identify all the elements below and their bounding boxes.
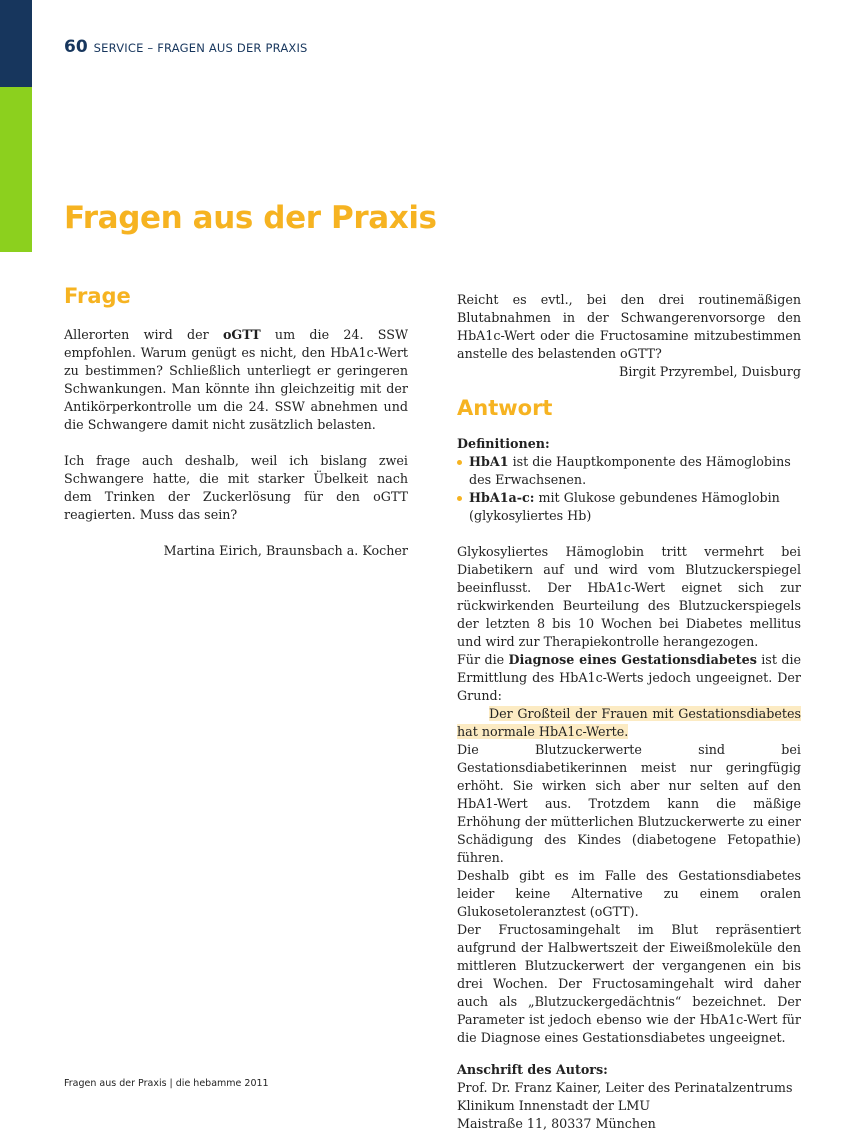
question-paragraph-3: Reicht es evtl., bei den drei routinemäßigen Blutabnahmen in der Schwangerenvorsorge den HbA1c-Wert oder die Fructosamine mitzubestimmen anstelle des belastenden oGTT? (457, 292, 801, 361)
author-address-line: Maistraße 11, 80337 München (457, 1116, 656, 1131)
diagnosis-term: Diagnose eines Gestationsdiabetes (508, 652, 757, 667)
question-signature-2: Birgit Przyrembel, Duisburg (619, 364, 801, 379)
definitions-list (457, 453, 801, 525)
question-paragraph-2: Ich frage auch deshalb, weil ich bislang zwei Schwangere hatte, die mit starker Übelkeit nach dem Trinken der Zuckerlösung für den oGTT reagierten. Muss das sein? (64, 453, 408, 522)
author-address-label: Anschrift des Autors: (457, 1062, 608, 1077)
page-title: Fragen aus der Praxis (64, 200, 437, 236)
bullet-icon (457, 496, 462, 501)
ogtt-term: oGTT (222, 327, 261, 342)
running-header (64, 37, 308, 57)
answer-heading: Antwort (457, 396, 553, 420)
question-paragraph-1: Allerorten wird der oGTT um die 24. SSW empfohlen. Warum genügt es nicht, den HbA1c-Wert zu bestimmen? Schließlich unterliegt er geringeren Schwankungen. Man könnte ihn gleichzeitig mit der Antikörperkontrolle um die 24. SSW abnehmen und die Schwangere damit nicht zusätzlich belasten. (64, 327, 409, 432)
answer-paragraph-2: Für die Diagnose eines Gestationsdiabetes ist die Ermittlung des HbA1c-Werts jedoch ungeeignet. Der Grund: (457, 652, 802, 703)
answer-paragraph-5: Der Fructosamingehalt im Blut repräsentiert aufgrund der Halbwertszeit der Eiweißmoleküle den mittleren Blutzuckerwert der vergangenen ein bis drei Wochen. Der Fructosamingehalt wird daher auch als „Blutzuckergedächtnis“ bezeichnet. Der Parameter ist jedoch ebenso wie der HbA1c-Wert für die Diagnose eines Gestationsdiabetes ungeeignet. (457, 922, 801, 1045)
answer-paragraph-4: Deshalb gibt es im Falle des Gestationsdiabetes leider keine Alternative zu einem oralen Glukosetoleranztest (oGTT). (457, 868, 801, 919)
green-side-bar (0, 87, 32, 252)
definitions-label: Definitionen: (457, 436, 550, 451)
definition-item: HbA1 ist die Hauptkomponente des Hämoglobins des Erwachsenen. (457, 453, 801, 489)
author-address-line: Prof. Dr. Franz Kainer, Leiter des Perinatalzentrums (457, 1080, 793, 1095)
page-footer: Fragen aus der Praxis | die hebamme 2011 (64, 1078, 269, 1089)
question-heading: Frage (64, 284, 131, 308)
question-signature-1: Martina Eirich, Braunsbach a. Kocher (163, 543, 408, 558)
right-column (457, 291, 801, 1133)
left-column (64, 283, 408, 560)
page-number: 60 (64, 37, 88, 57)
navy-side-bar (0, 0, 32, 87)
author-address (457, 1061, 801, 1133)
highlighted-statement: Der Großteil der Frauen mit Gestationsdiabetes hat normale HbA1c-Werte. (457, 706, 801, 739)
answer-paragraph-3: Die Blutzuckerwerte sind bei Gestationsdiabetikerinnen meist nur geringfügig erhöht. Sie wirken sich aber nur selten auf den HbA1-Wert aus. Trotzdem kann die mäßige Erhöhung der mütterlichen Blutzuckerwerte zu einer Schädigung des Kindes (diabetogene Fetopathie) führen. (457, 742, 801, 865)
definition-item: HbA1a-c: mit Glukose gebundenes Hämoglobin (glykosyliertes Hb) (457, 489, 801, 525)
answer-paragraph-1: Glykosyliertes Hämoglobin tritt vermehrt bei Diabetikern auf und wird vom Blutzuckerspiegel beeinflusst. Der HbA1c-Wert eignet sich zur rückwirkenden Beurteilung des Blutzuckerspiegels der letzten 8 bis 10 Wochen bei Diabetes mellitus und wird zur Therapiekontrolle herangezogen. (457, 544, 801, 649)
section-label: SERVICE – FRAGEN AUS DER PRAXIS (93, 41, 308, 55)
bullet-icon (457, 460, 462, 465)
author-address-line: Klinikum Innenstadt der LMU (457, 1098, 651, 1113)
